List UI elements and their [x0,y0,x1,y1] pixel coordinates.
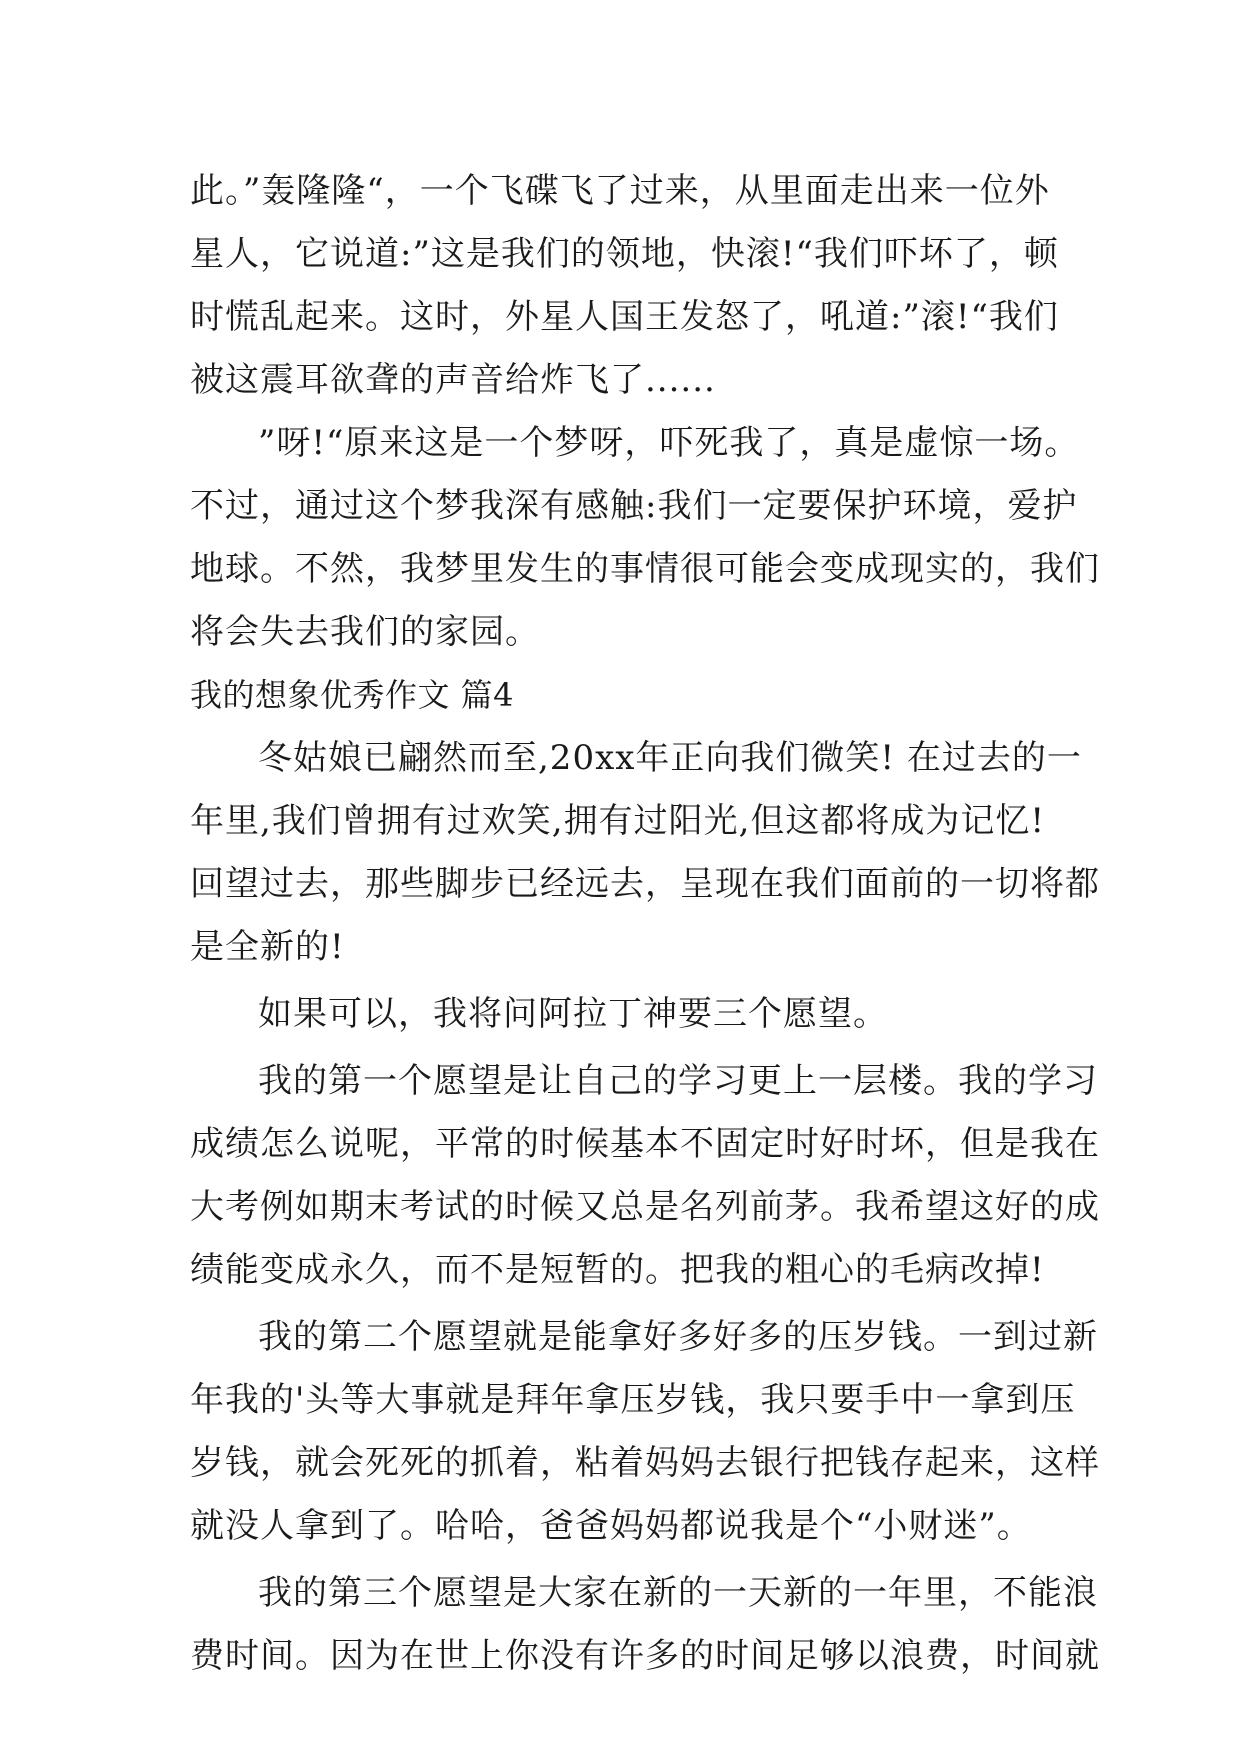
text-line: 时慌乱起来。这时，外星人国王发怒了，吼道:”滚!“我们 [190,297,1059,337]
text-line: 年我的'头等大事就是拜年拿压岁钱，我只要手中一拿到压 [190,1380,1076,1420]
text-line: 年里,我们曾拥有过欢笑,拥有过阳光,但这都将成为记忆! [190,801,1046,841]
text-line: 我的第一个愿望是让自己的学习更上一层楼。我的学习 [258,1061,1098,1101]
text-line: 将会失去我们的家园。 [190,612,540,652]
paragraph [190,1306,1100,1558]
paragraph [190,983,1060,1046]
text-line: 我的第三个愿望是大家在新的一天新的一年里，不能浪 [258,1573,1098,1613]
text-line: 被这震耳欲聋的声音给炸飞了...... [190,360,716,400]
heading-text: 我的想象优秀作文 篇4 [190,676,515,714]
text-line: 地球。不然，我梦里发生的事情很可能会变成现实的，我们 [190,549,1100,589]
paragraph [190,1050,1100,1302]
paragraph-continuation [190,160,1060,412]
text-line: 是全新的! [190,927,345,967]
text-line: 岁钱，就会死死的抓着，粘着妈妈去银行把钱存起来，这样 [190,1443,1100,1483]
text-line: 成绩怎么说呢，平常的时候基本不固定时好时坏，但是我在 [190,1124,1100,1164]
text-line: 不过，通过这个梦我深有感触:我们一定要保护环境，爱护 [190,486,1078,526]
text-line: 绩能变成永久，而不是短暂的。把我的粗心的毛病改掉! [190,1250,1045,1290]
paragraph [190,727,1100,979]
text-line: 星人，它说道:”这是我们的领地，快滚!“我们吓坏了，顿 [190,234,1059,274]
text-line: 回望过去，那些脚步已经远去，呈现在我们面前的一切将都 [190,864,1100,904]
text-line: 就没人拿到了。哈哈，爸爸妈妈都说我是个“小财迷”。 [190,1506,1032,1546]
text-line: 我的第二个愿望就是能拿好多好多的压岁钱。一到过新 [258,1317,1098,1357]
document-page [190,160,1100,1688]
paragraph [190,412,1100,664]
text-line: 冬姑娘已翩然而至,20xx年正向我们微笑! 在过去的一 [258,738,1082,778]
section-heading [190,664,1060,727]
text-line: ”呀!“原来这是一个梦呀，吓死我了，真是虚惊一场。 [258,423,1080,463]
text-line: 大考例如期末考试的时候又总是名列前茅。我希望这好的成 [190,1187,1100,1227]
paragraph [190,1562,1100,1688]
text-line: 此。”轰隆隆“，一个飞碟飞了过来，从里面走出来一位外 [190,171,1050,211]
text-line: 费时间。因为在世上你没有许多的时间足够以浪费，时间就 [190,1636,1100,1676]
text-line: 如果可以，我将问阿拉丁神要三个愿望。 [258,994,888,1034]
